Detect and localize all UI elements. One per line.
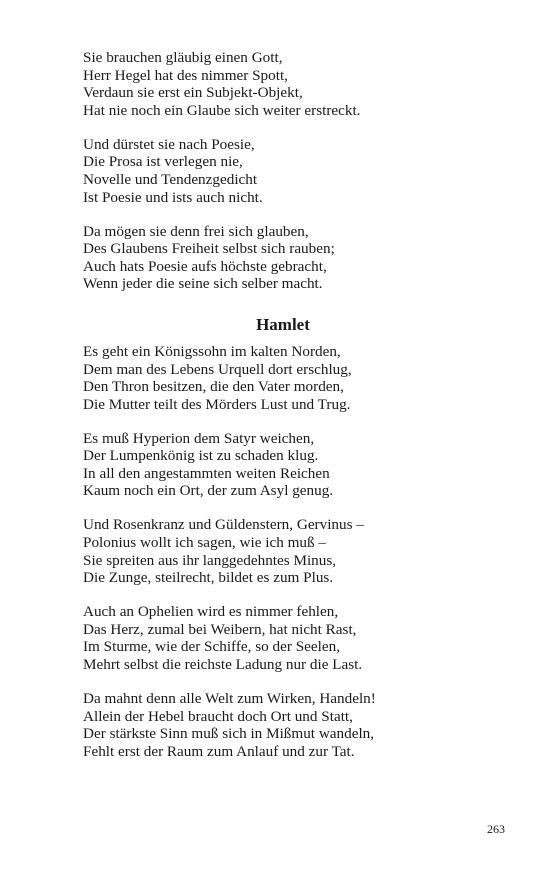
verse-line: Verdaun sie erst ein Subjekt-Objekt, bbox=[83, 84, 303, 102]
verse-line: Den Thron besitzen, die den Vater morden, bbox=[83, 378, 344, 396]
poem2-stanza-4 bbox=[83, 603, 483, 673]
poem1-stanza-3 bbox=[83, 223, 483, 293]
stanza-gap bbox=[83, 413, 483, 429]
verse-line: Kaum noch ein Ort, der zum Asyl genug. bbox=[83, 482, 334, 500]
verse-line: Herr Hegel hat des nimmer Spott, bbox=[83, 66, 288, 84]
verse-line: Allein der Hebel braucht doch Ort und Statt, bbox=[83, 707, 353, 725]
verse-line: Es geht ein Königssohn im kalten Norden, bbox=[83, 342, 341, 360]
verse-line: Das Herz, zumal bei Weibern, hat nicht Rast, bbox=[83, 620, 357, 638]
verse-line: Wenn jeder die seine sich selber macht. bbox=[83, 275, 323, 293]
stanza-gap bbox=[83, 674, 483, 690]
verse-line: Und dürstet sie nach Poesie, bbox=[83, 135, 255, 153]
poem2-stanza-3 bbox=[83, 516, 483, 586]
verse-line: Mehrt selbst die reichste Ladung nur die Last. bbox=[83, 655, 363, 673]
verse-line: Sie brauchen gläubig einen Gott, bbox=[83, 49, 283, 66]
poem2-stanza-1 bbox=[83, 343, 483, 413]
verse-line: Sie spreiten aus ihr langgedehntes Minus, bbox=[83, 551, 337, 569]
verse-line: Die Mutter teilt des Mörders Lust und Trug. bbox=[83, 395, 351, 413]
verse-line: Im Sturme, wie der Schiffe, so der Seelen, bbox=[83, 638, 340, 656]
verse-line: Auch hats Poesie aufs höchste gebracht, bbox=[83, 257, 327, 275]
poem1-stanza-1 bbox=[83, 49, 483, 119]
verse-line: Des Glaubens Freiheit selbst sich rauben; bbox=[83, 240, 335, 258]
verse-line: Ist Poesie und ists auch nicht. bbox=[83, 188, 263, 206]
verse-line: Auch an Ophelien wird es nimmer fehlen, bbox=[83, 603, 339, 621]
page-number: 263 bbox=[487, 822, 505, 836]
verse-line: Der Lumpenkönig ist zu schaden klug. bbox=[83, 447, 319, 465]
verse-line: Die Zunge, steilrecht, bildet es zum Plus. bbox=[83, 569, 334, 587]
poem1-stanza-2 bbox=[83, 136, 483, 206]
verse-line: Hat nie noch ein Glaube sich weiter erstreckt. bbox=[83, 101, 361, 119]
poem2-stanza-2 bbox=[83, 430, 483, 500]
verse-line: Novelle und Tendenzgedicht bbox=[83, 170, 258, 188]
poem-title: Hamlet bbox=[256, 314, 310, 334]
stanza-gap bbox=[83, 587, 483, 603]
verse-line: In all den angestammten weiten Reichen bbox=[83, 464, 330, 482]
poem2-heading-wrap bbox=[83, 315, 483, 335]
verse-line: Fehlt erst der Raum zum Anlauf und zur Tat. bbox=[83, 742, 355, 760]
verse-line: Die Prosa ist verlegen nie, bbox=[83, 153, 243, 171]
verse-line: Dem man des Lebens Urquell dort erschlug, bbox=[83, 360, 352, 378]
stanza-gap bbox=[83, 119, 483, 135]
stanza-gap bbox=[83, 206, 483, 222]
verse-line: Da mahnt denn alle Welt zum Wirken, Handeln! bbox=[83, 689, 376, 707]
verse-line: Es muß Hyperion dem Satyr weichen, bbox=[83, 429, 315, 447]
poem-text-block bbox=[83, 49, 483, 760]
verse-line: Polonius wollt ich sagen, wie ich muß – bbox=[83, 534, 326, 552]
verse-line: Der stärkste Sinn muß sich in Mißmut wandeln, bbox=[83, 725, 375, 743]
verse-line: Da mögen sie denn frei sich glauben, bbox=[83, 222, 309, 240]
stanza-gap bbox=[83, 500, 483, 516]
poem2-stanza-5 bbox=[83, 690, 483, 760]
verse-line: Und Rosenkranz und Güldenstern, Gervinus – bbox=[83, 516, 364, 534]
